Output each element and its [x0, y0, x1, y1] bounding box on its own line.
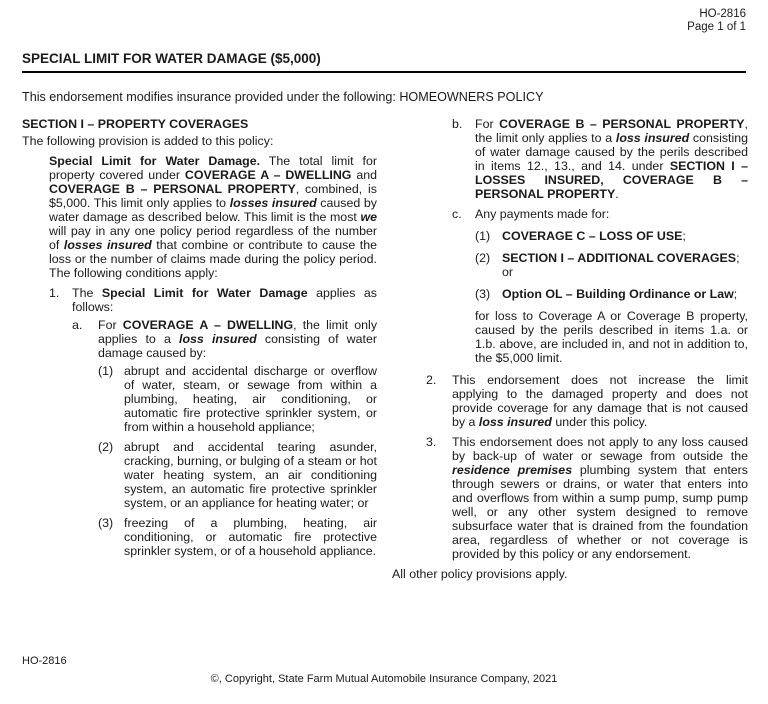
- text-run: loss insured: [478, 415, 552, 429]
- text-run: COVERAGE A – DWELLING: [184, 168, 352, 182]
- item-text: abrupt and accidental discharge or overflow of water, steam, or sewage from within a plumbing, heating, air conditioning, or automatic fire protective sprinkler system, or from within a household appliance;: [124, 364, 377, 434]
- item-text: [502, 229, 748, 243]
- left-column: [22, 117, 377, 558]
- text-run: losses insured: [229, 196, 317, 210]
- item-text: [502, 287, 748, 301]
- text-run: losses insured: [63, 238, 152, 252]
- text-run: For: [98, 318, 123, 332]
- item-text: [452, 373, 748, 429]
- text-run: For: [475, 117, 500, 131]
- text-run: Special Limit for Water Damage: [101, 286, 308, 300]
- list-subitem-1: [98, 364, 377, 434]
- item-number: 1.: [49, 286, 60, 300]
- text-run: The: [72, 286, 102, 300]
- endorsement-intro: This endorsement modifies insurance provided under the following: HOMEOWNERS POLICY: [22, 90, 544, 104]
- list-item-2: [426, 373, 748, 429]
- item-text: abrupt and accidental tearing asunder, cracking, burning, or bulging of a steam or hot water heating system, an air conditioning system, an automatic fire protective sprinkler system, or an appliance for heating water; or: [124, 440, 377, 510]
- text-run: Option OL – Building Ordinance or Law: [502, 287, 734, 301]
- text-run: residence premises: [452, 463, 573, 477]
- list-subitem-2: [98, 440, 377, 510]
- item-number: (2): [475, 251, 491, 265]
- special-limit-paragraph: [49, 154, 377, 280]
- item-number: (2): [98, 440, 114, 454]
- item-text: Any payments made for:: [475, 207, 610, 221]
- list-item-1b: [452, 117, 748, 201]
- item-number: (1): [475, 229, 491, 243]
- text-run: loss insured: [615, 131, 690, 145]
- item-text: [502, 251, 748, 279]
- list-subitem-3: [98, 516, 377, 558]
- text-run: that combine or contribute to cause the loss or the number of claims made during the policy period. The following conditions apply:: [49, 238, 377, 280]
- text-run: The total limit for property covered under: [49, 154, 377, 182]
- title-divider: [22, 71, 746, 73]
- item-text: [98, 318, 377, 360]
- page-indicator: Page 1 of 1: [687, 21, 746, 33]
- text-run: consisting of water damage caused by:: [98, 332, 377, 360]
- text-run: SECTION I – LOSSES INSURED, COVERAGE B – PERSONAL PROPERTY: [475, 159, 748, 201]
- list-subitem-c1: [475, 229, 748, 243]
- text-run: .: [615, 187, 619, 201]
- text-run: loss insured: [179, 332, 257, 346]
- text-run: COVERAGE B – PERSONAL PROPERTY: [49, 182, 296, 196]
- text-run: COVERAGE A – DWELLING: [122, 318, 294, 332]
- form-header: [687, 8, 746, 34]
- list-subitem-c3: [475, 287, 748, 301]
- item-text: freezing of a plumbing, heating, air conditioning, or automatic fire protective sprinkler system, or of a household appliance.: [124, 516, 377, 558]
- text-run: ;: [682, 229, 686, 243]
- item-text: [452, 435, 748, 561]
- item-number: (3): [475, 287, 491, 301]
- text-run: , combined, is $5,000. This limit only applies to: [49, 182, 377, 210]
- section-heading: SECTION I – PROPERTY COVERAGES: [22, 117, 249, 131]
- item-number: (1): [98, 364, 114, 378]
- list-item-3: [426, 435, 748, 561]
- text-run: ; or: [502, 251, 740, 279]
- list-item-1c: [452, 207, 748, 221]
- item-1c-tail: for loss to Coverage A or Coverage B property, caused by the perils described in items 1.a. or 1.b. above, are included in, and not in addition to, the $5,000 limit.: [475, 309, 748, 365]
- copyright-notice: ©, Copyright, State Farm Mutual Automobile Insurance Company, 2021: [210, 673, 558, 685]
- item-number: a.: [72, 318, 83, 332]
- closing-statement: All other policy provisions apply.: [392, 567, 568, 581]
- text-run: we: [360, 210, 377, 224]
- item-number: (3): [98, 516, 114, 530]
- text-run: consisting of water damage caused by the perils described in items 12., 13., and 14. under: [475, 131, 748, 173]
- text-run: will pay in any one policy period regardless of the number of: [49, 224, 377, 252]
- item-number: 2.: [426, 373, 437, 387]
- text-run: SECTION I – ADDITIONAL COVERAGES: [502, 251, 737, 265]
- provision-intro: The following provision is added to this policy:: [22, 134, 274, 148]
- list-subitem-c2: [475, 251, 748, 279]
- text-run: caused by water damage as described below. This limit is the most: [49, 196, 377, 224]
- item-text: [72, 286, 377, 314]
- page-title: SPECIAL LIMIT FOR WATER DAMAGE ($5,000): [22, 51, 321, 66]
- item-number: b.: [452, 117, 463, 131]
- text-run: applies as follows:: [72, 286, 377, 314]
- text-run: ;: [733, 287, 738, 301]
- text-run: This endorsement does not apply to any loss caused by back-up of water or sewage from outside the: [452, 435, 748, 463]
- text-run: COVERAGE B – PERSONAL PROPERTY: [499, 117, 745, 131]
- text-run: and: [351, 168, 377, 182]
- text-run: , the limit only applies to a: [98, 318, 378, 346]
- item-number: 3.: [426, 435, 437, 449]
- text-run: , the limit only applies to a: [475, 117, 748, 145]
- text-run: plumbing system that enters through sewers or drains, or water that enters into and overflows from within a sump pump, sump pump well, or any other system designed to remove subsurface water that is drained from the foundation area, regardless of whether or not coverage is provided by this policy or any endorsement.: [452, 463, 748, 561]
- item-text: [475, 117, 748, 201]
- text-run: This endorsement does not increase the limit applying to the damaged property and does not provide coverage for any damage that is not caused by a: [452, 373, 748, 429]
- list-item-1: [49, 286, 377, 314]
- footer-form-number: HO-2816: [22, 655, 67, 667]
- list-item-1a: [72, 318, 377, 360]
- special-limit-label: Special Limit for Water Damage.: [49, 154, 261, 168]
- text-run: COVERAGE C – LOSS OF USE: [502, 229, 683, 243]
- form-number: HO-2816: [699, 8, 746, 20]
- text-run: under this policy.: [551, 415, 648, 429]
- right-column: [392, 117, 748, 581]
- item-number: c.: [452, 207, 462, 221]
